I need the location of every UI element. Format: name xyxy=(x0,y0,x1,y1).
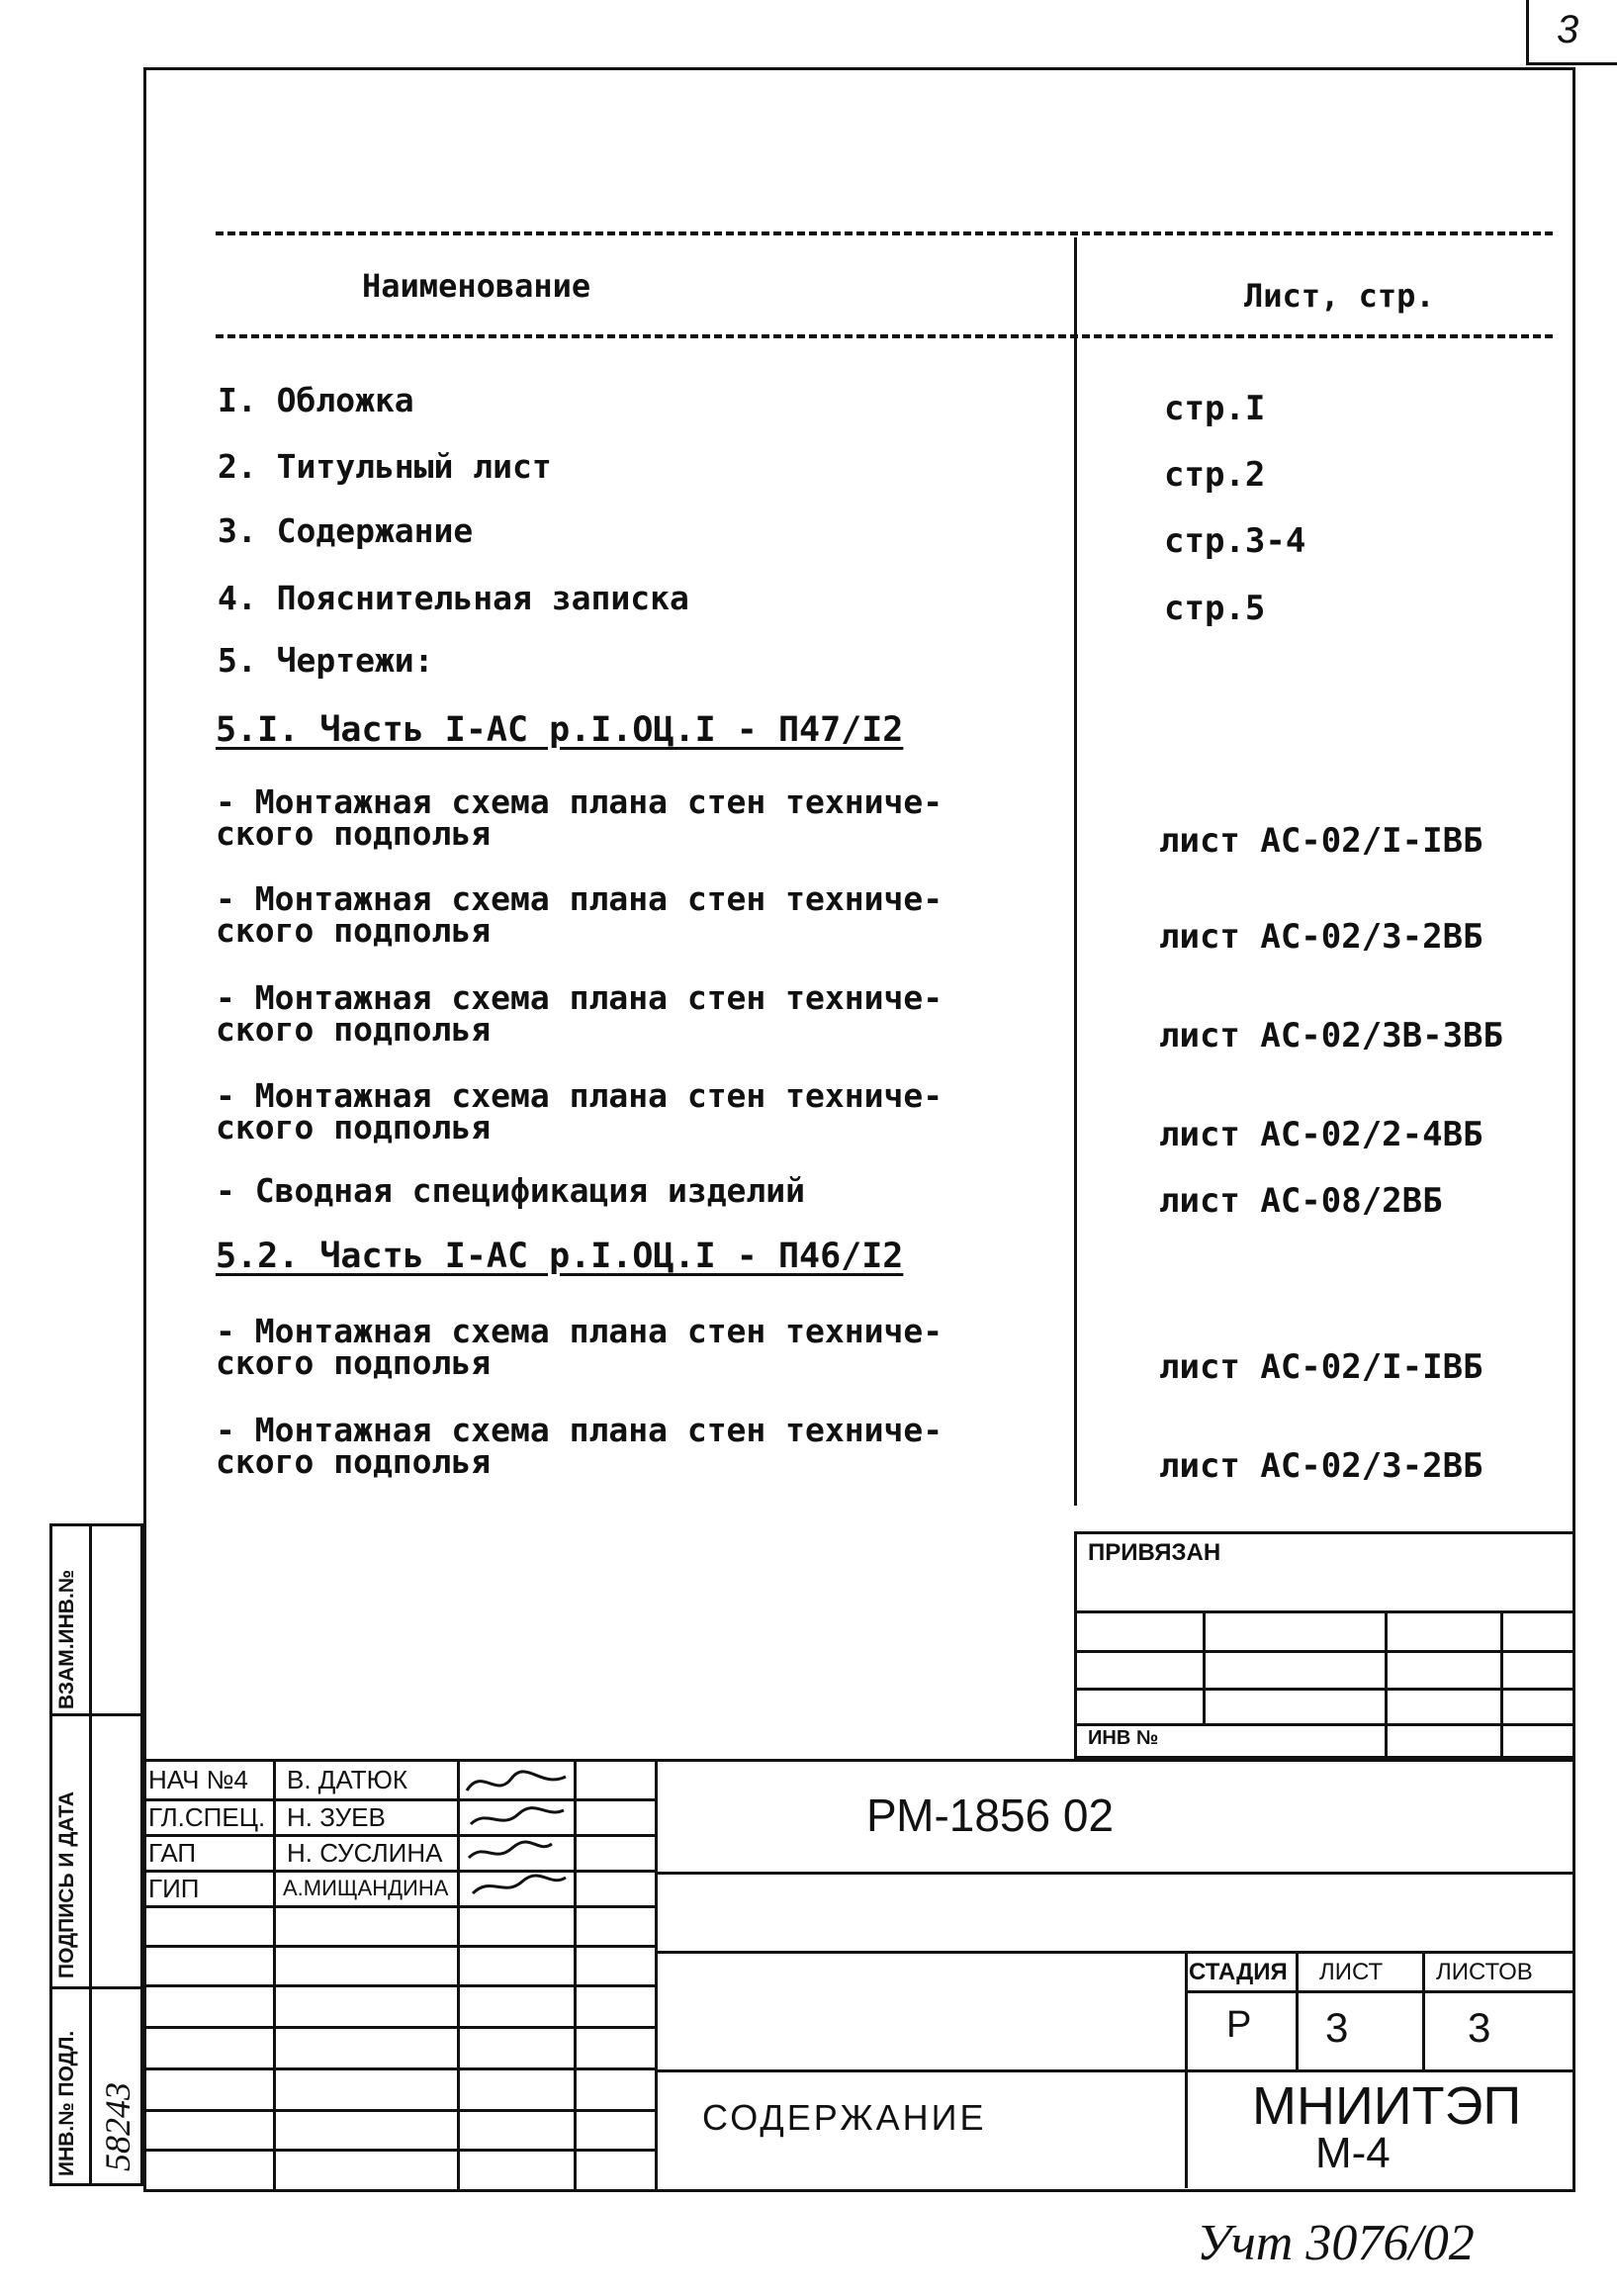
stage-label: СТАДИЯ xyxy=(1189,1959,1288,1985)
sheet-label: ЛИСТ xyxy=(1319,1959,1384,1985)
side-vzam-label: ВЗАМ.ИНВ.№ xyxy=(55,1569,78,1709)
toc-item-page: стр.3-4 xyxy=(1164,521,1306,561)
section-entry: - Монтажная схема плана стен техниче- ского подполья xyxy=(216,1076,943,1147)
toc-item-page: стр.I xyxy=(1164,389,1266,428)
sig-col xyxy=(574,1759,577,2189)
side-inv-podl-value: 58243 xyxy=(98,2082,137,2171)
section-entry: - Монтажная схема плана стен техниче- ского подполья xyxy=(216,1312,943,1382)
section-entry: - Монтажная схема плана стен техниче- ского подполья xyxy=(216,879,943,950)
sig-row-rule xyxy=(143,1984,655,1987)
section-entry-page: лист АС-02/3В-3ВБ xyxy=(1159,1016,1503,1056)
side-stamp-divider xyxy=(89,1523,92,2186)
sheet-corner-box xyxy=(1526,0,1617,65)
sig-name: Н. СУСЛИНА xyxy=(287,1838,443,1868)
sig-name: А.МИЩАНДИНА xyxy=(283,1876,449,1900)
sig-col xyxy=(273,1759,276,2189)
sheet-title: СОДЕРЖАНИЕ xyxy=(702,2097,987,2138)
sig-name: Н. ЗУЕВ xyxy=(287,1802,386,1832)
sig-row-rule xyxy=(143,1945,655,1948)
title-col xyxy=(1296,1951,1299,2069)
sig-role: ГИП xyxy=(148,1874,200,1903)
sig-row-rule xyxy=(143,1798,655,1801)
section-entry-page: лист АС-02/3-2ВБ xyxy=(1159,1446,1483,1486)
handwritten-note: Учт 3076/02 xyxy=(1197,2215,1475,2271)
org-name: МНИИТЭП xyxy=(1252,2076,1522,2136)
sheet-corner-number: 3 xyxy=(1557,8,1579,51)
binding-col xyxy=(1500,1610,1503,1759)
toc-item: I. Обложка xyxy=(218,381,414,419)
title-rule xyxy=(655,2069,1575,2072)
title-rule xyxy=(655,1951,1575,1954)
binding-inv-label: ИНВ № xyxy=(1088,1727,1159,1749)
stage-value: Р xyxy=(1226,2004,1252,2046)
title-block-divider xyxy=(655,1759,658,2189)
title-col xyxy=(1422,1951,1425,2069)
toc-item: 5. Чертежи: xyxy=(218,641,434,680)
col-name-header: Наименование xyxy=(362,267,591,305)
sig-row-rule xyxy=(143,1834,655,1837)
sig-name: В. ДАТЮК xyxy=(287,1765,408,1794)
column-divider xyxy=(1074,237,1077,1506)
title-rule xyxy=(655,1872,1575,1875)
title-block-top-rule xyxy=(143,1759,1575,1762)
toc-item-page: стр.2 xyxy=(1164,455,1266,495)
signature-scribbles xyxy=(457,1759,574,1907)
sig-row-rule xyxy=(143,1870,655,1873)
side-stamp-rule xyxy=(49,1713,143,1716)
header-top-rule xyxy=(216,231,1553,235)
header-bottom-rule xyxy=(216,334,1553,338)
toc-item: 3. Содержание xyxy=(218,511,474,550)
toc-item: 2. Титульный лист xyxy=(218,447,552,486)
section-title: 5.2. Часть I-АС р.I.ОЦ.I - П46/I2 xyxy=(216,1237,904,1276)
side-stamp-rule xyxy=(49,1986,143,1989)
sig-role: НАЧ №4 xyxy=(148,1765,248,1794)
binding-col xyxy=(1385,1610,1388,1759)
org-dept: М-4 xyxy=(1315,2129,1391,2177)
sig-row-rule xyxy=(143,2026,655,2029)
section-entry-page: лист АС-02/3-2ВБ xyxy=(1159,917,1483,957)
side-podpis-label: ПОДПИСЬ И ДАТА xyxy=(55,1791,78,1978)
doc-code: РМ-1856 02 xyxy=(866,1790,1115,1841)
section-entry: - Монтажная схема плана стен техниче- ского подполья xyxy=(216,1411,943,1481)
section-entry-page: лист АС-08/2ВБ xyxy=(1159,1181,1443,1221)
sheet-value: 3 xyxy=(1325,2004,1349,2051)
binding-title: ПРИВЯЗАН xyxy=(1088,1539,1221,1566)
section-entry: - Сводная спецификация изделий xyxy=(216,1171,806,1210)
section-entry-page: лист АС-02/I-IВБ xyxy=(1159,821,1483,861)
section-entry: - Монтажная схема плана стен техниче- ского подполья xyxy=(216,782,943,853)
toc-item-page: стр.5 xyxy=(1164,589,1266,628)
binding-col xyxy=(1203,1610,1206,1723)
section-entry-page: лист АС-02/2-4ВБ xyxy=(1159,1115,1483,1154)
sig-role: ГЛ.СПЕЦ. xyxy=(148,1802,266,1832)
section-entry: - Монтажная схема плана стен техниче- ского подполья xyxy=(216,978,943,1049)
sheets-value: 3 xyxy=(1468,2004,1491,2051)
title-rule xyxy=(1185,1990,1575,1993)
section-title: 5.I. Часть I-АС р.I.ОЦ.I - П47/I2 xyxy=(216,710,904,750)
sig-row-rule xyxy=(143,2109,655,2112)
sig-role: ГАП xyxy=(148,1838,197,1868)
sig-row-rule xyxy=(143,2067,655,2070)
sig-row-rule xyxy=(143,1905,655,1908)
col-page-header: Лист, стр. xyxy=(1244,277,1435,315)
sheets-label: ЛИСТОВ xyxy=(1436,1959,1533,1985)
sig-row-rule xyxy=(143,2149,655,2152)
side-inv-podl-label: ИНВ.№ ПОДЛ. xyxy=(55,2030,78,2176)
section-entry-page: лист АС-02/I-IВБ xyxy=(1159,1347,1483,1387)
toc-item: 4. Пояснительная записка xyxy=(218,579,689,617)
title-col xyxy=(1185,1951,1188,2188)
